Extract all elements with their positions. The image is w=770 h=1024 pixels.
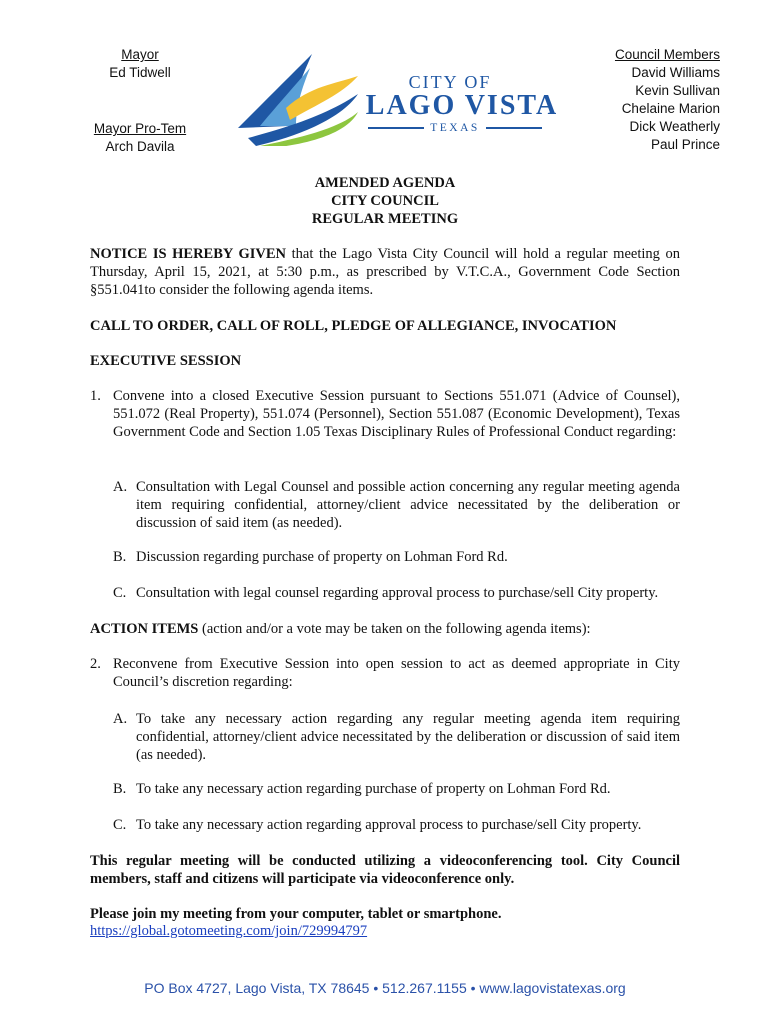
logo-lago-vista: LAGO VISTA <box>365 90 559 121</box>
executive-session-heading: EXECUTIVE SESSION <box>90 353 242 369</box>
item-number: 1. <box>90 388 101 404</box>
mayor-protem-name: Arch Davila <box>105 139 175 154</box>
item-text: Reconvene from Executive Session into open session to act as deemed appropriate in City Council’s discretion regarding: <box>113 656 680 690</box>
agenda-item-2 <box>90 655 680 691</box>
council-member: David Williams <box>631 65 720 80</box>
agenda-item-1 <box>90 387 680 441</box>
item-number: 2. <box>90 656 101 672</box>
council-members-role: Council Members <box>614 47 720 62</box>
notice-paragraph <box>90 245 680 299</box>
subitem-letter: A. <box>113 479 128 495</box>
action-items-lead: ACTION ITEMS <box>90 621 199 637</box>
logo-rule-right <box>486 127 542 129</box>
subitem-letter: B. <box>113 781 127 797</box>
logo-texas: TEXAS <box>430 122 480 134</box>
join-instructions: Please join my meeting from your computer, tablet or smartphone. <box>90 906 502 922</box>
subitem-text: To take any necessary action regarding approval process to purchase/sell City property. <box>136 817 642 833</box>
agenda-title <box>90 174 680 228</box>
subitem-1c <box>113 584 680 602</box>
subitem-letter: C. <box>113 817 127 833</box>
subitem-1a <box>113 478 680 532</box>
item-text: Convene into a closed Executive Session pursuant to Sections 551.071 (Advice of Counsel), 551.072 (Real Property), 551.074 (Personnel), Section 551.087 (Economic Development), Texas Government Code and Section 1.05 Texas Disciplinary Rules of Professional Conduct regarding: <box>113 388 680 440</box>
subitem-text: Consultation with legal counsel regarding approval process to purchase/sell City property. <box>136 585 659 601</box>
mayor-protem-role: Mayor Pro-Tem <box>93 121 187 136</box>
logo-texas-row <box>368 120 542 136</box>
council-members-block <box>596 46 720 154</box>
council-member: Dick Weatherly <box>629 119 720 134</box>
footer-address: PO Box 4727, Lago Vista, TX 78645 • 512.267.1155 • www.lagovistatexas.org <box>144 980 626 996</box>
logo-rule-left <box>368 127 424 129</box>
subitem-2a <box>113 710 680 764</box>
meeting-link[interactable]: https://global.gotomeeting.com/join/729994797 <box>90 923 368 939</box>
action-items-paragraph <box>90 620 680 638</box>
subitem-text: Consultation with Legal Counsel and possible action concerning any regular meeting agenda item requiring confidential, attorney/client advice necessitated by the deliberation or discussion of said item (as needed). <box>136 479 680 531</box>
mayor-block <box>80 46 200 156</box>
council-member: Kevin Sullivan <box>635 83 720 98</box>
notice-text: that the Lago Vista City Council will hold a regular meeting on Thursday, April 15, 2021, at 5:30 p.m., as prescribed by V.T.C.A., Government Code Section §551.041to consider the following agenda items. <box>90 246 681 298</box>
subitem-2b <box>113 780 680 798</box>
subitem-2c <box>113 816 680 834</box>
subitem-text: Discussion regarding purchase of property on Lohman Ford Rd. <box>136 549 508 565</box>
logo-city-of: CITY OF <box>408 72 492 92</box>
notice-lead: NOTICE IS HEREBY GIVEN <box>90 246 286 262</box>
mayor-role: Mayor <box>121 47 159 62</box>
subitem-letter: B. <box>113 549 127 565</box>
council-member: Paul Prince <box>650 137 720 152</box>
subitem-text: To take any necessary action regarding any regular meeting agenda item requiring confidential, attorney/client advice necessitated by the deliberation or discussion of said item (as needed). <box>136 711 680 763</box>
videoconference-notice: This regular meeting will be conducted utilizing a videoconferencing tool. City Council members, staff and citizens will participate via videoconference only. <box>90 853 680 887</box>
subitem-letter: A. <box>113 711 128 727</box>
title-line: AMENDED AGENDA <box>314 175 456 191</box>
mayor-name: Ed Tidwell <box>109 65 171 80</box>
subitem-text: To take any necessary action regarding purchase of property on Lohman Ford Rd. <box>136 781 611 797</box>
title-line: CITY COUNCIL <box>331 193 439 209</box>
call-to-order-heading: CALL TO ORDER, CALL OF ROLL, PLEDGE OF ALLEGIANCE, INVOCATION <box>90 318 617 334</box>
council-member: Chelaine Marion <box>621 101 720 116</box>
subitem-1b <box>113 548 680 566</box>
action-items-text: (action and/or a vote may be taken on the following agenda items): <box>198 621 591 637</box>
title-line: REGULAR MEETING <box>311 211 459 227</box>
subitem-letter: C. <box>113 585 127 601</box>
